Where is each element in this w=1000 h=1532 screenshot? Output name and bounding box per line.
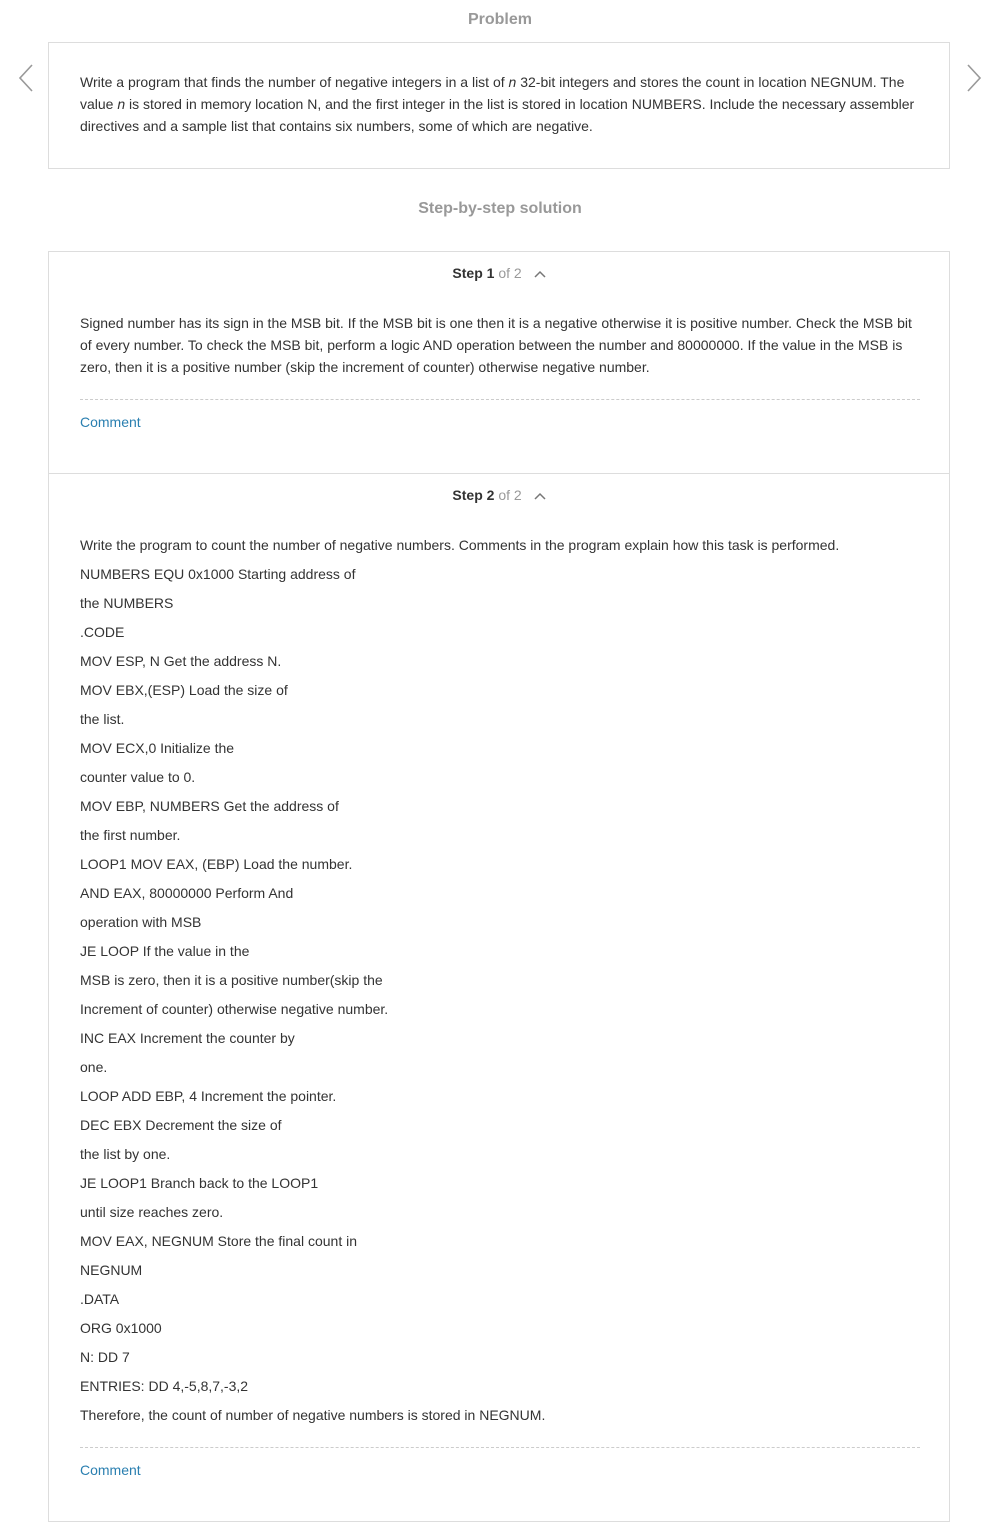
program-line: counter value to 0. bbox=[80, 769, 196, 785]
program-line: MSB is zero, then it is a positive number(skip the bbox=[80, 972, 383, 988]
program-line: LOOP ADD EBP, 4 Increment the pointer. bbox=[80, 1088, 337, 1104]
problem-title: Problem bbox=[467, 11, 532, 28]
program-line: Therefore, the count of number of negative numbers is stored in NEGNUM. bbox=[80, 1407, 546, 1423]
program-line: .CODE bbox=[80, 624, 125, 640]
step-2-divider bbox=[80, 1447, 920, 1448]
program-line: MOV EBP, NUMBERS Get the address of bbox=[80, 798, 339, 814]
steps-box bbox=[48, 251, 950, 1522]
program-line: LOOP1 MOV EAX, (EBP) Load the number. bbox=[80, 856, 353, 872]
step-2-program bbox=[80, 563, 925, 1433]
program-line: the first number. bbox=[80, 827, 181, 843]
program-line: INC EAX Increment the counter by bbox=[80, 1030, 295, 1046]
chevron-left-icon bbox=[17, 62, 35, 94]
step-2-intro: Write the program to count the number of negative numbers. Comments in the program explain how this task is performed. bbox=[80, 537, 840, 553]
program-line: the list. bbox=[80, 711, 125, 727]
chevron-right-icon bbox=[965, 62, 983, 94]
program-line: MOV ESP, N Get the address N. bbox=[80, 653, 282, 669]
next-button[interactable] bbox=[965, 62, 983, 94]
step-2-label: Step 2 bbox=[452, 487, 495, 503]
step-1-header[interactable] bbox=[49, 265, 949, 281]
chevron-up-icon[interactable] bbox=[534, 270, 546, 278]
step-2-header[interactable] bbox=[49, 487, 949, 503]
step-1-of: of 2 bbox=[498, 265, 522, 281]
program-line: ORG 0x1000 bbox=[80, 1320, 162, 1336]
program-line: one. bbox=[80, 1059, 108, 1075]
program-line: until size reaches zero. bbox=[80, 1204, 224, 1220]
program-line: JE LOOP1 Branch back to the LOOP1 bbox=[80, 1175, 319, 1191]
step-separator bbox=[49, 473, 949, 474]
program-line: N: DD 7 bbox=[80, 1349, 130, 1365]
program-line: MOV ECX,0 Initialize the bbox=[80, 740, 235, 756]
program-line: the list by one. bbox=[80, 1146, 171, 1162]
prev-button[interactable] bbox=[17, 62, 35, 94]
program-line: operation with MSB bbox=[80, 914, 202, 930]
step-2-comment-link[interactable]: Comment bbox=[80, 1462, 141, 1478]
step-1-body: Signed number has its sign in the MSB bit. If the MSB bit is one then it is a negative otherwise it is positive number. Check the MSB bit of every number. To check the MSB bit, perform a logic AND operation between the number and 80000000. If the value in the MSB is zero, then it is a positive number (skip the increment of counter) otherwise negative number. bbox=[80, 315, 912, 375]
step-1-comment-link[interactable]: Comment bbox=[80, 414, 141, 430]
problem-text: Write a program that finds the number of negative integers in a list of n 32-bit integers and stores the count in location NEGNUM. The value n is stored in memory location N, and the first integer in the list is stored in location NUMBERS. Include the necessary assembler directives and a sample list that contains six numbers, some of which are negative. bbox=[80, 74, 915, 134]
program-line: DEC EBX Decrement the size of bbox=[80, 1117, 282, 1133]
program-line: AND EAX, 80000000 Perform And bbox=[80, 885, 294, 901]
program-line: JE LOOP If the value in the bbox=[80, 943, 250, 959]
program-line: MOV EAX, NEGNUM Store the final count in bbox=[80, 1233, 357, 1249]
problem-box bbox=[48, 42, 950, 169]
program-line: NEGNUM bbox=[80, 1262, 143, 1278]
step-1-label: Step 1 bbox=[452, 265, 495, 281]
program-line: NUMBERS EQU 0x1000 Starting address of bbox=[80, 566, 356, 582]
chevron-up-icon[interactable] bbox=[534, 492, 546, 500]
program-line: .DATA bbox=[80, 1291, 120, 1307]
program-line: ENTRIES: DD 4,-5,8,7,-3,2 bbox=[80, 1378, 249, 1394]
program-line: the NUMBERS bbox=[80, 595, 174, 611]
step-1-divider bbox=[80, 399, 920, 400]
program-line: MOV EBX,(ESP) Load the size of bbox=[80, 682, 288, 698]
solution-title: Step-by-step solution bbox=[418, 200, 582, 217]
program-line: Increment of counter) otherwise negative number. bbox=[80, 1001, 389, 1017]
step-2-of: of 2 bbox=[498, 487, 522, 503]
